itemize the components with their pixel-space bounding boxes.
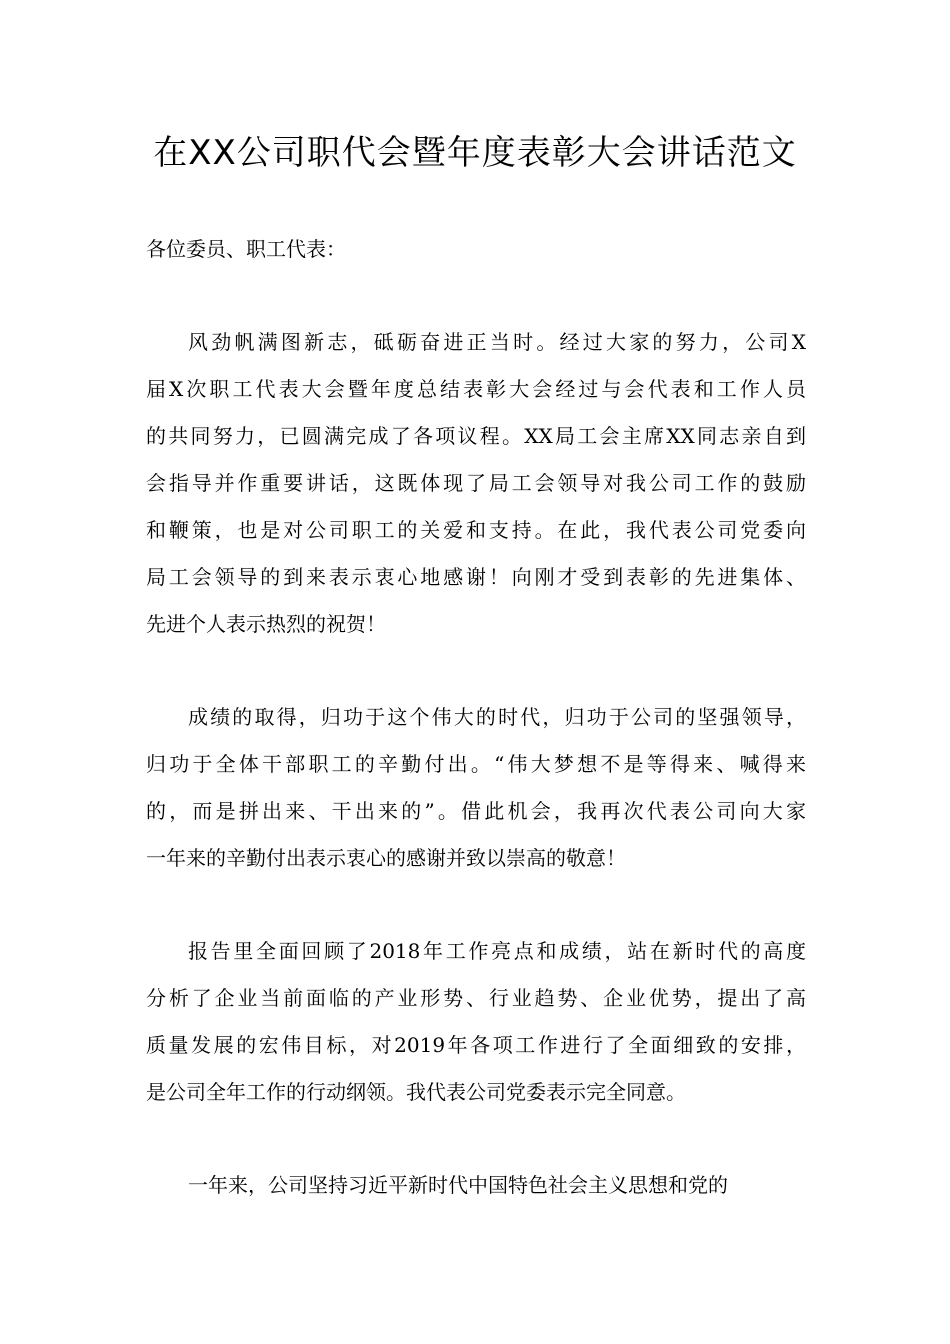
document-title: 在XX公司职代会暨年度表彰大会讲话范文 <box>153 133 797 173</box>
paragraph-line: 届X次职工代表大会暨年度总结表彰大会经过与会代表和工作人员 <box>146 377 806 401</box>
paragraph-line: 一年来，公司坚持习近平新时代中国特色社会主义思想和党的 <box>188 1173 728 1197</box>
paragraph-3 <box>146 928 806 1116</box>
document-body <box>146 226 806 1255</box>
paragraph-line: 先进个人表示热烈的祝贺！ <box>146 612 386 636</box>
paragraph-line: 和鞭策，也是对公司职工的关爱和支持。在此，我代表公司党委向 <box>146 518 806 542</box>
paragraph-line: 成绩的取得，归功于这个伟大的时代，归功于公司的坚强领导， <box>188 705 806 729</box>
paragraph-line: 质量发展的宏伟目标，对2019年各项工作进行了全面细致的安排， <box>146 1033 806 1057</box>
paragraph-line: 风劲帆满图新志，砥砺奋进正当时。经过大家的努力，公司X <box>188 330 806 354</box>
paragraph-line: 的共同努力，已圆满完成了各项议程。XX局工会主席XX同志亲自到 <box>146 424 806 448</box>
paragraph-line: 的，而是拼出来、干出来的”。借此机会，我再次代表公司向大家 <box>146 799 806 823</box>
paragraph-1 <box>146 319 806 648</box>
paragraph-line: 归功于全体干部职工的辛勤付出。“伟大梦想不是等得来、喊得来 <box>146 752 806 776</box>
paragraph-line: 分析了企业当前面临的产业形势、行业趋势、企业优势，提出了高 <box>146 986 806 1010</box>
salutation: 各位委员、职工代表： <box>146 237 346 261</box>
paragraph-line: 局工会领导的到来表示衷心地感谢！向刚才受到表彰的先进集体、 <box>146 565 806 589</box>
paragraph-line: 一年来的辛勤付出表示衷心的感谢并致以崇高的敬意！ <box>146 846 626 870</box>
paragraph-line: 报告里全面回顾了2018年工作亮点和成绩，站在新时代的高度 <box>188 939 806 963</box>
paragraph-2 <box>146 694 806 882</box>
paragraph-4 <box>146 1162 806 1209</box>
paragraph-line: 会指导并作重要讲话，这既体现了局工会领导对我公司工作的鼓励 <box>146 471 806 495</box>
paragraph-line: 是公司全年工作的行动纲领。我代表公司党委表示完全同意。 <box>146 1080 686 1104</box>
